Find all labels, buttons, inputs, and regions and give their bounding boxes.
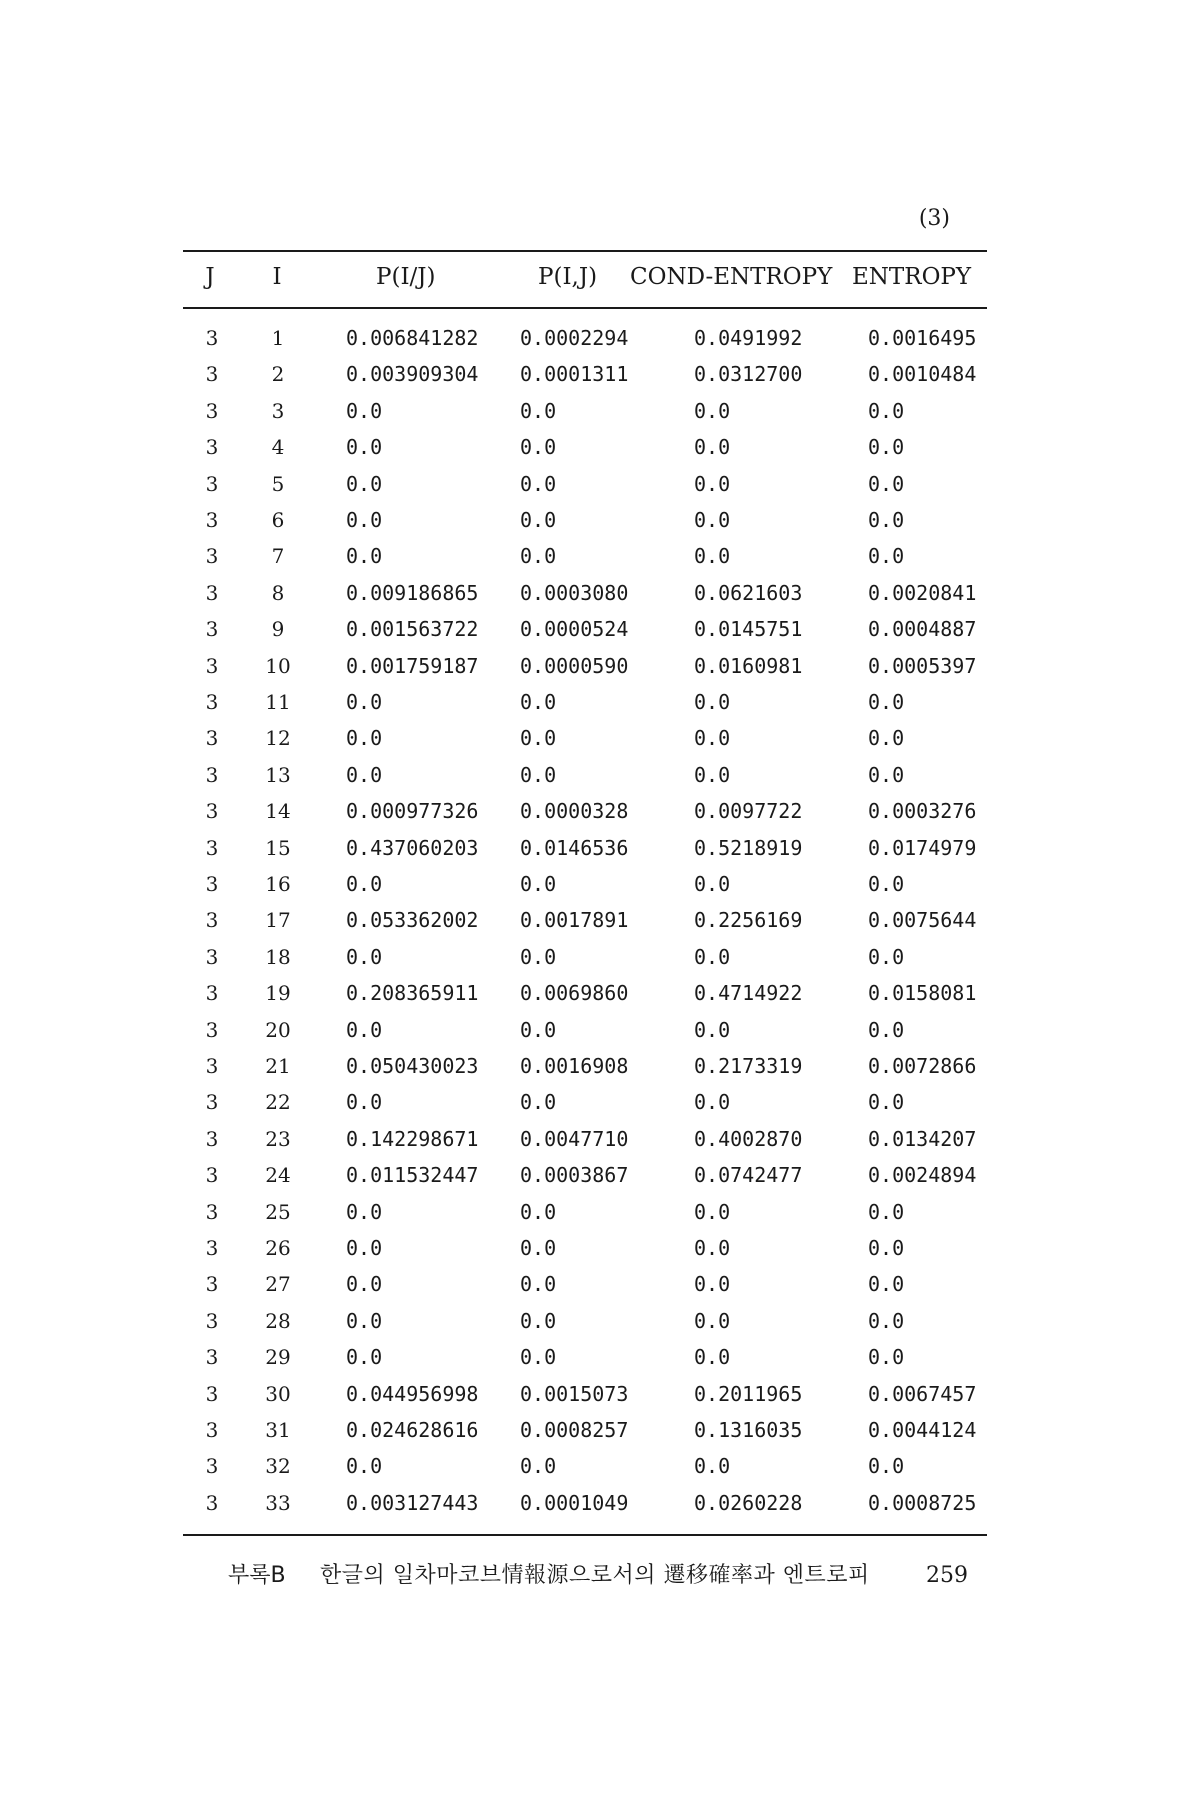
cell-cond-entropy: 0.0	[694, 726, 731, 751]
table-row	[0, 1266, 1200, 1302]
cell-i: 7	[271, 544, 285, 569]
cell-cond-entropy: 0.0	[694, 508, 731, 532]
cell-entropy: 0.0008725	[868, 1490, 977, 1515]
cell-entropy: 0.0004887	[868, 617, 977, 642]
cell-j: 3	[205, 1454, 219, 1479]
cell-cond-entropy: 0.0260228	[694, 1490, 803, 1515]
cell-joint-probability: 0.0	[520, 726, 557, 751]
cell-j: 3	[205, 617, 219, 642]
cell-i: 10	[265, 653, 291, 678]
cell-entropy: 0.0	[868, 1090, 905, 1115]
cell-i: 24	[265, 1163, 291, 1188]
table-bottom-rule	[183, 1534, 987, 1536]
cell-entropy: 0.0044124	[868, 1418, 977, 1442]
cell-cond-entropy: 0.0491992	[694, 326, 803, 350]
cell-j: 3	[205, 1272, 219, 1297]
table-row	[0, 902, 1200, 938]
cell-i: 31	[265, 1418, 291, 1442]
table-row	[0, 1303, 1200, 1339]
cell-joint-probability: 0.0000590	[520, 653, 629, 678]
cell-j: 3	[205, 944, 219, 969]
table-row	[0, 466, 1200, 502]
table-row	[0, 1157, 1200, 1193]
cell-cond-entropy: 0.0	[694, 690, 731, 714]
table-row	[0, 1121, 1200, 1157]
cell-j: 3	[205, 398, 219, 423]
cell-joint-probability: 0.0	[520, 508, 557, 532]
cell-i: 2	[271, 362, 285, 387]
cell-conditional-probability: 0.0	[346, 690, 383, 714]
cell-cond-entropy: 0.2173319	[694, 1054, 803, 1078]
cell-j: 3	[205, 544, 219, 569]
cell-conditional-probability: 0.437060203	[346, 835, 479, 860]
table-row	[0, 320, 1200, 356]
cell-cond-entropy: 0.0	[694, 1345, 731, 1370]
cell-i: 4	[271, 435, 285, 460]
cell-conditional-probability: 0.0	[346, 1017, 383, 1042]
cell-entropy: 0.0	[868, 1199, 905, 1224]
cell-conditional-probability: 0.0	[346, 762, 383, 787]
cell-entropy: 0.0067457	[868, 1381, 977, 1406]
cell-conditional-probability: 0.0	[346, 544, 383, 569]
cell-joint-probability: 0.0003867	[520, 1163, 629, 1188]
cell-conditional-probability: 0.0	[346, 872, 383, 896]
table-top-rule	[183, 250, 987, 252]
cell-entropy: 0.0020841	[868, 580, 977, 605]
cell-entropy: 0.0174979	[868, 835, 977, 860]
cell-entropy: 0.0	[868, 944, 905, 969]
cell-entropy: 0.0	[868, 544, 905, 569]
cell-entropy: 0.0	[868, 872, 905, 896]
table-row	[0, 866, 1200, 902]
table-row	[0, 502, 1200, 538]
cell-cond-entropy: 0.4002870	[694, 1126, 803, 1151]
cell-conditional-probability: 0.001563722	[346, 617, 479, 642]
cell-joint-probability: 0.0015073	[520, 1381, 629, 1406]
cell-j: 3	[205, 1163, 219, 1188]
cell-i: 15	[265, 835, 291, 860]
table-row	[0, 830, 1200, 866]
table-row	[0, 393, 1200, 429]
cell-entropy: 0.0010484	[868, 362, 977, 387]
cell-i: 16	[265, 872, 291, 896]
header-cond-entropy: COND-ENTROPY	[630, 264, 833, 290]
cell-entropy: 0.0	[868, 435, 905, 460]
cell-conditional-probability: 0.0	[346, 1199, 383, 1224]
cell-conditional-probability: 0.0	[346, 944, 383, 969]
cell-entropy: 0.0	[868, 1345, 905, 1370]
table-row	[0, 720, 1200, 756]
header-conditional-probability: P(I/J)	[376, 264, 436, 290]
cell-conditional-probability: 0.0	[346, 1308, 383, 1333]
cell-joint-probability: 0.0	[520, 1199, 557, 1224]
cell-j: 3	[205, 908, 219, 933]
cell-joint-probability: 0.0000328	[520, 799, 629, 824]
cell-i: 30	[265, 1381, 291, 1406]
cell-j: 3	[205, 362, 219, 387]
table-row	[0, 975, 1200, 1011]
cell-cond-entropy: 0.0	[694, 544, 731, 569]
cell-i: 21	[265, 1054, 291, 1078]
cell-conditional-probability: 0.0	[346, 435, 383, 460]
cell-j: 3	[205, 508, 219, 532]
cell-cond-entropy: 0.2256169	[694, 908, 803, 933]
cell-conditional-probability: 0.0	[346, 1236, 383, 1260]
cell-i: 1	[271, 326, 285, 350]
table-row	[0, 538, 1200, 574]
cell-conditional-probability: 0.000977326	[346, 799, 479, 824]
cell-joint-probability: 0.0	[520, 762, 557, 787]
cell-j: 3	[205, 653, 219, 678]
cell-conditional-probability: 0.0	[346, 726, 383, 751]
cell-entropy: 0.0003276	[868, 799, 977, 824]
cell-j: 3	[205, 799, 219, 824]
cell-joint-probability: 0.0069860	[520, 981, 629, 1006]
cell-j: 3	[205, 326, 219, 350]
cell-entropy: 0.0	[868, 726, 905, 751]
cell-j: 3	[205, 835, 219, 860]
cell-j: 3	[205, 435, 219, 460]
cell-i: 25	[265, 1199, 291, 1224]
cell-i: 32	[265, 1454, 291, 1479]
cell-j: 3	[205, 1054, 219, 1078]
cell-joint-probability: 0.0	[520, 1308, 557, 1333]
cell-j: 3	[205, 1490, 219, 1515]
cell-cond-entropy: 0.0	[694, 398, 731, 423]
table-row	[0, 1485, 1200, 1521]
table-row	[0, 1376, 1200, 1412]
cell-entropy: 0.0005397	[868, 653, 977, 678]
cell-joint-probability: 0.0	[520, 435, 557, 460]
header-j: J	[205, 264, 215, 290]
cell-j: 3	[205, 872, 219, 896]
cell-cond-entropy: 0.0145751	[694, 617, 803, 642]
cell-i: 5	[271, 471, 285, 496]
cell-conditional-probability: 0.142298671	[346, 1126, 479, 1151]
cell-entropy: 0.0024894	[868, 1163, 977, 1188]
cell-i: 26	[265, 1236, 291, 1260]
cell-entropy: 0.0	[868, 398, 905, 423]
table-row	[0, 1012, 1200, 1048]
table-row	[0, 1339, 1200, 1375]
cell-conditional-probability: 0.003127443	[346, 1490, 479, 1515]
cell-cond-entropy: 0.0	[694, 872, 731, 896]
cell-i: 27	[265, 1272, 291, 1297]
cell-joint-probability: 0.0	[520, 1236, 557, 1260]
cell-i: 17	[265, 908, 291, 933]
cell-joint-probability: 0.0008257	[520, 1418, 629, 1442]
cell-joint-probability: 0.0	[520, 1345, 557, 1370]
cell-j: 3	[205, 1381, 219, 1406]
cell-joint-probability: 0.0003080	[520, 580, 629, 605]
cell-cond-entropy: 0.0	[694, 1308, 731, 1333]
cell-j: 3	[205, 1308, 219, 1333]
cell-entropy: 0.0158081	[868, 981, 977, 1006]
footer-title: 한글의 일차마코브情報源으로서의 遷移確率과 엔트로피	[320, 1563, 870, 1588]
cell-cond-entropy: 0.0	[694, 1017, 731, 1042]
cell-i: 18	[265, 944, 291, 969]
cell-joint-probability: 0.0047710	[520, 1126, 629, 1151]
cell-j: 3	[205, 762, 219, 787]
cell-j: 3	[205, 1199, 219, 1224]
cell-cond-entropy: 0.2011965	[694, 1381, 803, 1406]
cell-conditional-probability: 0.0	[346, 1090, 383, 1115]
cell-conditional-probability: 0.0	[346, 398, 383, 423]
cell-entropy: 0.0	[868, 1272, 905, 1297]
table-header-rule	[183, 307, 987, 309]
cell-joint-probability: 0.0	[520, 944, 557, 969]
cell-entropy: 0.0	[868, 690, 905, 714]
cell-conditional-probability: 0.003909304	[346, 362, 479, 387]
cell-joint-probability: 0.0001311	[520, 362, 629, 387]
cell-cond-entropy: 0.0	[694, 944, 731, 969]
cell-entropy: 0.0	[868, 1236, 905, 1260]
cell-cond-entropy: 0.0	[694, 471, 731, 496]
cell-i: 33	[265, 1490, 291, 1515]
cell-cond-entropy: 0.0	[694, 762, 731, 787]
cell-joint-probability: 0.0146536	[520, 835, 629, 860]
cell-entropy: 0.0	[868, 508, 905, 532]
cell-cond-entropy: 0.0312700	[694, 362, 803, 387]
table-row	[0, 793, 1200, 829]
cell-cond-entropy: 0.0160981	[694, 653, 803, 678]
cell-i: 13	[265, 762, 291, 787]
page-section-number: (3)	[918, 206, 950, 231]
cell-joint-probability: 0.0	[520, 1454, 557, 1479]
cell-cond-entropy: 0.0	[694, 1272, 731, 1297]
cell-joint-probability: 0.0002294	[520, 326, 629, 350]
cell-i: 19	[265, 981, 291, 1006]
table-row	[0, 1084, 1200, 1120]
cell-conditional-probability: 0.053362002	[346, 908, 479, 933]
cell-i: 23	[265, 1126, 291, 1151]
cell-conditional-probability: 0.009186865	[346, 580, 479, 605]
table-row	[0, 939, 1200, 975]
cell-cond-entropy: 0.0	[694, 1199, 731, 1224]
cell-i: 11	[265, 690, 291, 714]
table-row	[0, 1448, 1200, 1484]
cell-conditional-probability: 0.006841282	[346, 326, 479, 350]
cell-conditional-probability: 0.0	[346, 1345, 383, 1370]
cell-conditional-probability: 0.001759187	[346, 653, 479, 678]
footer-page-number: 259	[926, 1563, 968, 1588]
cell-entropy: 0.0075644	[868, 908, 977, 933]
table-header-row	[0, 264, 1200, 294]
cell-joint-probability: 0.0016908	[520, 1054, 629, 1078]
cell-j: 3	[205, 1345, 219, 1370]
cell-i: 14	[265, 799, 291, 824]
cell-i: 9	[271, 617, 285, 642]
cell-entropy: 0.0	[868, 1454, 905, 1479]
cell-cond-entropy: 0.0	[694, 1090, 731, 1115]
cell-cond-entropy: 0.1316035	[694, 1418, 803, 1442]
cell-entropy: 0.0	[868, 762, 905, 787]
header-entropy: ENTROPY	[852, 264, 972, 290]
cell-i: 28	[265, 1308, 291, 1333]
cell-i: 3	[271, 398, 285, 423]
header-joint-probability: P(I,J)	[538, 264, 598, 290]
cell-joint-probability: 0.0	[520, 398, 557, 423]
table-row	[0, 1230, 1200, 1266]
cell-i: 22	[265, 1090, 291, 1115]
cell-j: 3	[205, 471, 219, 496]
cell-i: 8	[271, 580, 285, 605]
cell-cond-entropy: 0.4714922	[694, 981, 803, 1006]
cell-j: 3	[205, 1126, 219, 1151]
cell-conditional-probability: 0.050430023	[346, 1054, 479, 1078]
cell-cond-entropy: 0.5218919	[694, 835, 803, 860]
header-i: I	[272, 264, 282, 290]
cell-j: 3	[205, 1090, 219, 1115]
cell-joint-probability: 0.0	[520, 544, 557, 569]
cell-joint-probability: 0.0	[520, 471, 557, 496]
cell-j: 3	[205, 1418, 219, 1442]
cell-i: 6	[271, 508, 285, 532]
cell-conditional-probability: 0.0	[346, 1272, 383, 1297]
cell-entropy: 0.0072866	[868, 1054, 977, 1078]
cell-i: 12	[265, 726, 291, 751]
cell-conditional-probability: 0.0	[346, 1454, 383, 1479]
page-footer	[228, 1556, 968, 1596]
cell-cond-entropy: 0.0097722	[694, 799, 803, 824]
cell-entropy: 0.0	[868, 471, 905, 496]
cell-joint-probability: 0.0000524	[520, 617, 629, 642]
cell-conditional-probability: 0.044956998	[346, 1381, 479, 1406]
cell-conditional-probability: 0.208365911	[346, 981, 479, 1006]
cell-entropy: 0.0134207	[868, 1126, 977, 1151]
cell-entropy: 0.0	[868, 1308, 905, 1333]
cell-joint-probability: 0.0	[520, 1272, 557, 1297]
table-row	[0, 1412, 1200, 1448]
cell-conditional-probability: 0.0	[346, 471, 383, 496]
cell-j: 3	[205, 1236, 219, 1260]
cell-joint-probability: 0.0017891	[520, 908, 629, 933]
cell-conditional-probability: 0.0	[346, 508, 383, 532]
cell-cond-entropy: 0.0742477	[694, 1163, 803, 1188]
cell-j: 3	[205, 981, 219, 1006]
table-row	[0, 575, 1200, 611]
cell-joint-probability: 0.0001049	[520, 1490, 629, 1515]
cell-cond-entropy: 0.0621603	[694, 580, 803, 605]
cell-i: 29	[265, 1345, 291, 1370]
cell-j: 3	[205, 1017, 219, 1042]
cell-i: 20	[265, 1017, 291, 1042]
cell-entropy: 0.0	[868, 1017, 905, 1042]
cell-cond-entropy: 0.0	[694, 435, 731, 460]
cell-conditional-probability: 0.011532447	[346, 1163, 479, 1188]
table-row	[0, 757, 1200, 793]
cell-j: 3	[205, 726, 219, 751]
table-row	[0, 648, 1200, 684]
table-row	[0, 611, 1200, 647]
table-row	[0, 684, 1200, 720]
cell-joint-probability: 0.0	[520, 1017, 557, 1042]
cell-conditional-probability: 0.024628616	[346, 1418, 479, 1442]
footer-appendix-label: 부록B	[228, 1563, 286, 1588]
cell-j: 3	[205, 580, 219, 605]
table-row	[0, 1194, 1200, 1230]
cell-joint-probability: 0.0	[520, 690, 557, 714]
cell-entropy: 0.0016495	[868, 326, 977, 350]
cell-cond-entropy: 0.0	[694, 1454, 731, 1479]
cell-j: 3	[205, 690, 219, 714]
cell-joint-probability: 0.0	[520, 872, 557, 896]
table-row	[0, 1048, 1200, 1084]
table-row	[0, 429, 1200, 465]
cell-joint-probability: 0.0	[520, 1090, 557, 1115]
table-row	[0, 356, 1200, 392]
cell-cond-entropy: 0.0	[694, 1236, 731, 1260]
